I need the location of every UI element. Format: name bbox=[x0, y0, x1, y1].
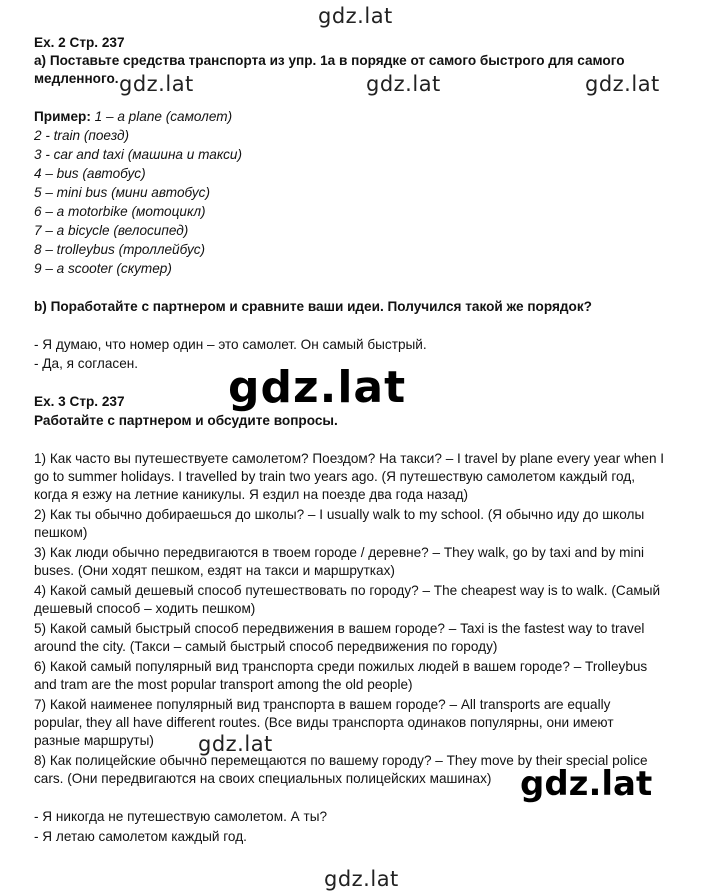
dialog-line: - Я никогда не путешествую самолетом. А ты? bbox=[34, 809, 328, 824]
answer-line: 7) Какой наименее популярный вид транспорта в вашем городе? – All transports are equally bbox=[34, 697, 611, 712]
ex2-example-line bbox=[34, 108, 232, 126]
watermark-center: gdz.lat bbox=[228, 362, 407, 413]
answer-line: 8) Как полицейские обычно перемещаются по вашему городу? – They move by their special police bbox=[34, 753, 648, 768]
ex3-task: Работайте с партнером и обсудите вопросы. bbox=[34, 413, 338, 428]
answer-line: buses. (Они ходят пешком, ездят на такси и маршрутках) bbox=[34, 563, 395, 578]
dialog-line: - Я летаю самолетом каждый год. bbox=[34, 829, 247, 844]
answer-line: popular, they all have different routes. (Все виды транспорта одинаков популярны, они имеют bbox=[34, 715, 614, 730]
answer-line: 2) Как ты обычно добираешься до школы? – I usually walk to my school. (Я обычно иду до школы bbox=[34, 507, 645, 522]
watermark-lower-right: gdz.lat bbox=[520, 764, 653, 804]
watermark-row1-mid: gdz.lat bbox=[366, 72, 441, 96]
answer-line: 5) Какой самый быстрый способ передвижения в вашем городе? – Taxi is the fastest way to travel bbox=[34, 621, 645, 636]
ex2-heading: Ex. 2 Стр. 237 bbox=[34, 35, 125, 50]
ex2-task-a-line2: медленного. bbox=[34, 71, 119, 86]
list-item: 9 – a scooter (скутер) bbox=[34, 261, 172, 276]
answer-line: go to summer holidays. I travelled by train two years ago. (Я путешествую самолетом каждый год, bbox=[34, 469, 636, 484]
list-item: 8 – trolleybus (троллейбус) bbox=[34, 242, 206, 257]
list-item: 5 – mini bus (мини автобус) bbox=[34, 185, 210, 200]
watermark-lower-small: gdz.lat bbox=[198, 732, 273, 756]
answer-line: cars. (Они передвигаются на своих специальных полицейских машинах) bbox=[34, 771, 492, 786]
watermark-top: gdz.lat bbox=[318, 4, 393, 28]
answer-line: дешевый способ – ходить пешком) bbox=[34, 601, 256, 616]
answer-line: пешком) bbox=[34, 525, 88, 540]
list-item: 2 - train (поезд) bbox=[34, 128, 130, 143]
list-item: 3 - car and taxi (машина и такси) bbox=[34, 147, 242, 162]
dialog-line: - Да, я согласен. bbox=[34, 356, 139, 371]
answer-line: around the city. (Такси – самый быстрый способ передвижения по городу) bbox=[34, 639, 498, 654]
watermark-bottom: gdz.lat bbox=[324, 867, 399, 891]
watermark-row1-right: gdz.lat bbox=[585, 72, 660, 96]
dialog-line: - Я думаю, что номер один – это самолет. Он самый быстрый. bbox=[34, 337, 427, 352]
answer-line: когда я езжу на летние каникулы. Я ездил на поезде два года назад) bbox=[34, 487, 468, 502]
list-item: 6 – a motorbike (мотоцикл) bbox=[34, 204, 206, 219]
watermark-row1-left: gdz.lat bbox=[119, 72, 194, 96]
answer-line: 3) Как люди обычно передвигаются в твоем городе / деревне? – They walk, go by taxi and by mini bbox=[34, 545, 645, 560]
answer-line: 4) Какой самый дешевый способ путешествовать по городу? – The cheapest way is to walk. (Самый bbox=[34, 583, 661, 598]
ex3-heading: Ex. 3 Стр. 237 bbox=[34, 394, 125, 409]
ex2-task-b: b) Поработайте с партнером и сравните ваши идеи. Получился такой же порядок? bbox=[34, 299, 592, 314]
list-item: 7 – a bicycle (велосипед) bbox=[34, 223, 189, 238]
list-item: 1 – a plane (самолет) bbox=[90, 109, 233, 124]
answer-line: разные маршруты) bbox=[34, 733, 154, 748]
ex2-task-a-line1: а) Поставьте средства транспорта из упр. 1а в порядке от самого быстрого для самого bbox=[34, 53, 625, 68]
answer-line: 6) Какой самый популярный вид транспорта среди пожилых людей в вашем городе? – Trolleybus bbox=[34, 659, 648, 674]
list-item: 4 – bus (автобус) bbox=[34, 166, 146, 181]
example-label: Пример: bbox=[34, 109, 91, 124]
answer-line: and tram are the most popular transport among the old people) bbox=[34, 677, 413, 692]
answer-line: 1) Как часто вы путешествуете самолетом? Поездом? На такси? – I travel by plane every year when I bbox=[34, 451, 665, 466]
